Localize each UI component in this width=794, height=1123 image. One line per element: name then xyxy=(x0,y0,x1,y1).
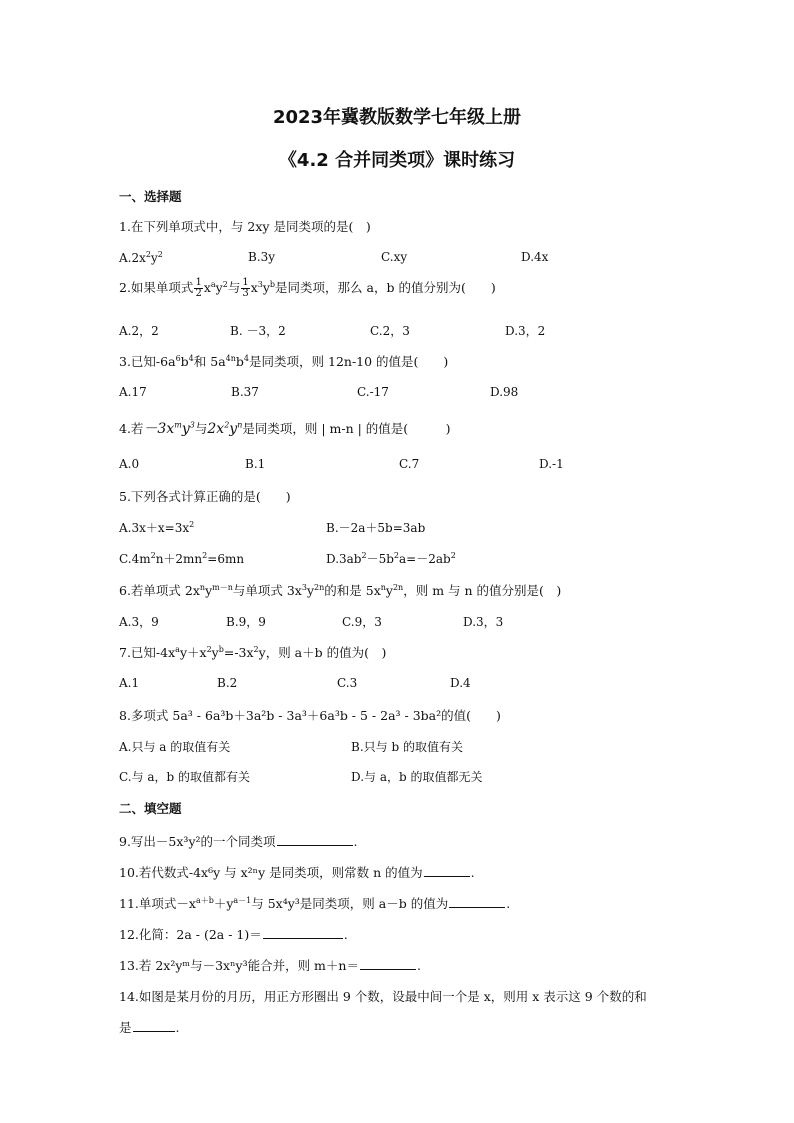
q2-option-c: C.2，3 xyxy=(370,324,410,338)
question-11: 11.单项式$-x^{a+b}+y^{a-1}$与 5x⁴y³是同类项，则 a－b 的值为 . xyxy=(119,895,511,911)
section-heading-fill: 二、填空题 xyxy=(119,801,182,816)
q5-option-d: $D.3ab^2-5b^2a=-2ab^2$ xyxy=(326,551,456,566)
q7-option-b: B.2 xyxy=(217,676,238,690)
answer-blank[interactable] xyxy=(449,896,505,908)
q2-option-d: D.3，2 xyxy=(505,324,546,338)
question-13: 13.若 2x²yᵐ与－3xⁿy³能合并，则 m＋n＝ . xyxy=(119,958,421,973)
question-2: 2.如果单项式 $\frac{1}{2}$ $x^ay^2$与 $\frac{1}{3}$ $x^3y^b$是同类项，那么 a，b 的值分别为( ) xyxy=(119,277,496,299)
q1-option-b: B.3y xyxy=(248,250,276,264)
q5-option-a: $A.3x+x=3x^2$ xyxy=(119,520,195,535)
q7-option-d: D.4 xyxy=(450,676,471,690)
page-subtitle: 《4.2 合并同类项》课时练习 xyxy=(278,150,516,171)
q2-option-b: B. －3，2 xyxy=(230,324,286,338)
question-5: 5.下列各式计算正确的是( ) xyxy=(119,489,291,504)
q4-option-c: C.7 xyxy=(399,457,420,471)
question-12: 12.化简：2a - (2a - 1)＝ . xyxy=(119,927,348,942)
q5-option-c: $C.4m^2n+2mn^2=6mn$ xyxy=(119,551,245,566)
q8-option-d: D.与 a，b 的取值都无关 xyxy=(351,770,483,784)
question-8: 8.多项式 5a³ - 6a³b＋3a²b - 3a³＋6a³b - 5 - 2a³ - 3ba²的值( ) xyxy=(119,708,501,723)
answer-blank[interactable] xyxy=(263,927,343,939)
q1-option-a: $A.2x^2y^2$ xyxy=(119,250,163,265)
question-3: 3.已知$-6a^6b^4$和 $5a^{4n}b^4$是同类项，则 12n-10 的值是( ) xyxy=(119,353,449,369)
question-14: 14.如图是某月份的月历，用正方形圈出 9 个数，设最中间一个是 x，则用 x 表示这 9 个数的和 xyxy=(119,989,647,1004)
question-7: 7.已知$-4x^ay+x^2y^b=-3x^2y$，则 a＋b 的值为( ) xyxy=(119,644,387,660)
q3-option-a: A.17 xyxy=(119,385,147,399)
q8-option-a: A.只与 a 的取值有关 xyxy=(119,740,231,754)
q6-option-b: B.9，9 xyxy=(226,615,266,629)
q4-option-b: B.1 xyxy=(245,457,266,471)
question-14-line2: 是 . xyxy=(119,1020,180,1035)
q7-option-a: A.1 xyxy=(119,676,140,690)
q3-option-b: B.37 xyxy=(231,385,259,399)
q8-option-c: C.与 a，b 的取值都有关 xyxy=(119,770,251,784)
q1-option-c: C.xy xyxy=(381,250,408,264)
q3-option-c: C.-17 xyxy=(357,385,389,399)
fraction-third: $\frac{1}{3}$ xyxy=(242,277,249,299)
q6-option-c: C.9，3 xyxy=(342,615,382,629)
page-title: 2023年冀教版数学七年级上册 xyxy=(272,107,522,128)
q1-option-d: D.4x xyxy=(521,250,549,264)
question-4: 4.若$-3x^my^3$与$2x^2y^n$是同类项，则 | m-n | 的值是( ) xyxy=(119,420,451,437)
q7-option-c: C.3 xyxy=(337,676,358,690)
q6-option-a: A.3，9 xyxy=(119,615,159,629)
q5-option-b: B.－2a＋5b=3ab xyxy=(326,521,426,535)
q6-option-d: D.3，3 xyxy=(463,615,504,629)
answer-blank[interactable] xyxy=(277,834,353,846)
question-1: 1.在下列单项式中，与 2xy 是同类项的是( ) xyxy=(119,219,371,234)
q8-option-b: B.只与 b 的取值有关 xyxy=(351,740,463,754)
q4-option-d: D.-1 xyxy=(539,457,564,471)
question-10: 10.若代数式-4x⁶y 与 x²ⁿy 是同类项，则常数 n 的值为 . xyxy=(119,865,475,880)
answer-blank[interactable] xyxy=(360,958,416,970)
answer-blank[interactable] xyxy=(424,865,470,877)
question-6: 6.若单项式 $2x^ny^{m-n}$与单项式 $3x^3y^{2n}$的和是 $5x^ny^{2n}$，则 m 与 n 的值分别是( ) xyxy=(119,582,562,598)
question-9: 9.写出－5x³y²的一个同类项 . xyxy=(119,834,358,849)
q3-option-d: D.98 xyxy=(490,385,519,399)
section-heading-choice: 一、选择题 xyxy=(119,189,182,204)
fraction-half: $\frac{1}{2}$ xyxy=(195,277,202,299)
q4-option-a: A.0 xyxy=(119,457,140,471)
answer-blank[interactable] xyxy=(133,1020,175,1032)
q2-option-a: A.2，2 xyxy=(119,324,159,338)
